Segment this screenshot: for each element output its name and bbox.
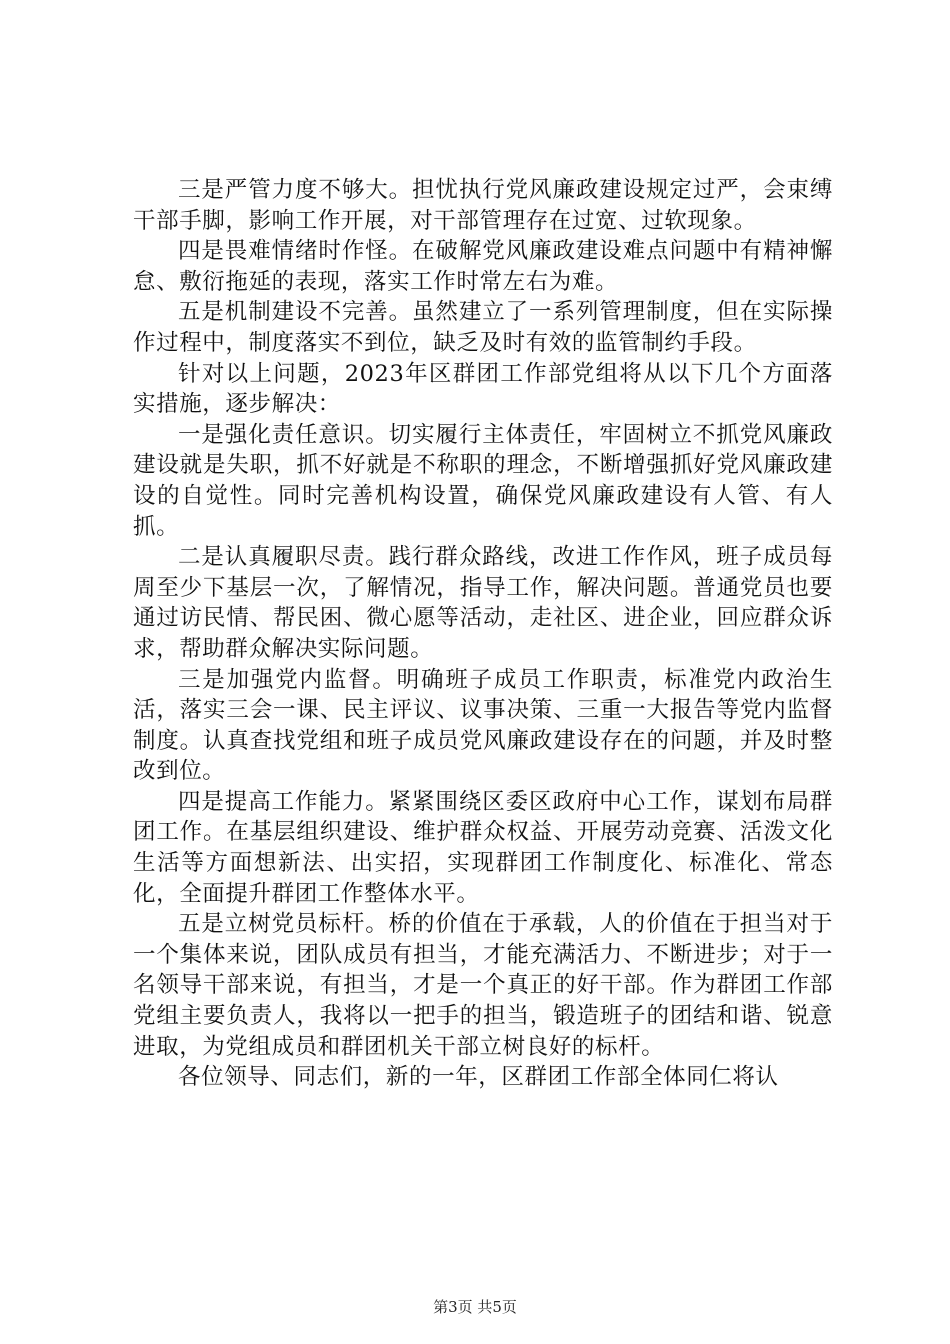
body-text — [133, 175, 833, 1093]
paragraph-mechanism-building: 五是机制建设不完善。虽然建立了一系列管理制度，但在实际操作过程中，制度落实不到位，缺乏及时有效的监管制约手段。 — [133, 299, 833, 356]
paragraph-role-model: 五是立树党员标杆。桥的价值在于承载，人的价值在于担当对于一个集体来说，团队成员有担当，才能充满活力、不断进步；对于一名领导干部来说，有担当，才是一个真正的好干部。作为群团工作部党组主要负责人，我将以一把手的担当，锻造班子的团结和谐、锐意进取，为党组成员和群团机关干部立树良好的标杆。 — [133, 911, 833, 1060]
paragraph-duty-performance: 二是认真履职尽责。践行群众路线，改进工作作风，班子成员每周至少下基层一次，了解情况，指导工作，解决问题。普通党员也要通过访民情、帮民困、微心愿等活动，走社区、进企业，回应群众诉求，帮助群众解决实际问题。 — [133, 544, 833, 662]
paragraph-responsibility: 一是强化责任意识。切实履行主体责任，牢固树立不抓党风廉政建设就是失职，抓不好就是不称职的理念，不断增强抓好党风廉政建设的自觉性。同时完善机构设置，确保党风廉政建设有人管、有人抓。 — [133, 421, 833, 540]
paragraph-fear-of-difficulty: 四是畏难情绪时作怪。在破解党风廉政建设难点问题中有精神懈怠、敷衍拖延的表现，落实工作时常左右为难。 — [133, 238, 833, 295]
paragraph-strict-management: 三是严管力度不够大。担忧执行党风廉政建设规定过严，会束缚干部手脚，影响工作开展，对干部管理存在过宽、过软现象。 — [133, 177, 833, 234]
page-number-footer: 第3页 共5页 — [433, 1298, 517, 1316]
paragraph-internal-supervision: 三是加强党内监督。明确班子成员工作职责，标准党内政治生活，落实三会一课、民主评议、议事决策、三重一大报告等党内监督制度。认真查找党组和班子成员党风廉政建设存在的问题，并及时整改到位。 — [133, 666, 833, 785]
paragraph-closing: 各位领导、同志们，新的一年，区群团工作部全体同仁将认 — [178, 1064, 779, 1091]
paragraph-measures-intro: 针对以上问题，2023年区群团工作部党组将从以下几个方面落实措施，逐步解决： — [133, 360, 833, 418]
paragraph-work-capability: 四是提高工作能力。紧紧围绕区委区政府中心工作，谋划布局群团工作。在基层组织建设、维护群众权益、开展劳动竞赛、活泼文化生活等方面想新法、出实招，实现群团工作制度化、标准化、常态化，全面提升群团工作整体水平。 — [133, 788, 833, 907]
